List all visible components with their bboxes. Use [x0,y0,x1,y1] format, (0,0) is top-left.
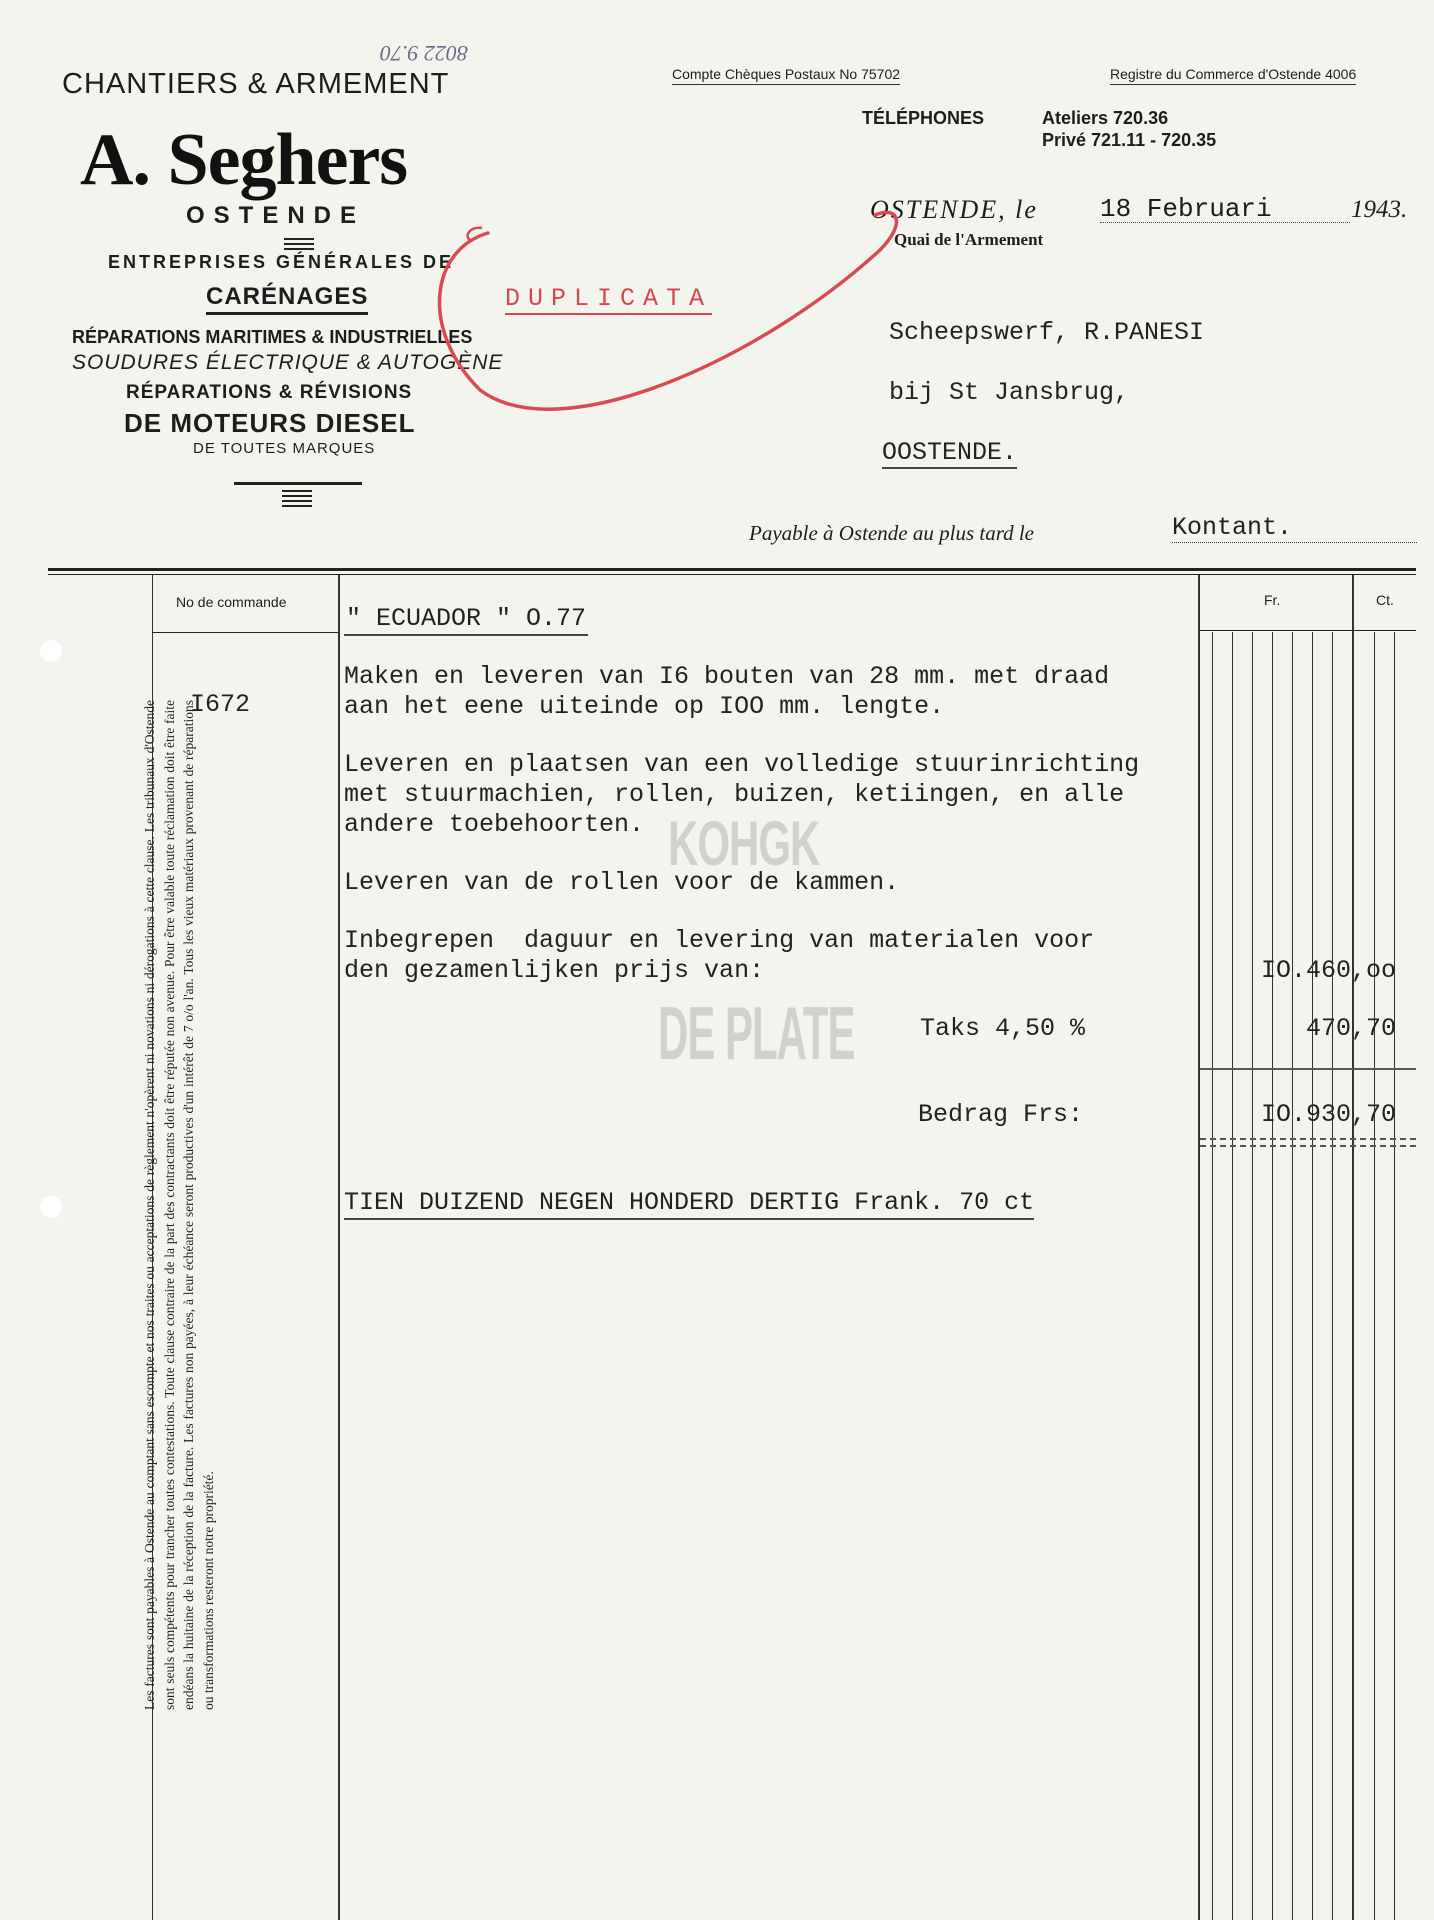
item2-line1: Leveren en plaatsen van een volledige stuurinrichting [344,750,1140,779]
item1-line1: Maken en leveren van I6 bouten van 28 mm. met draad [344,662,1110,691]
amount-guide [1252,632,1253,1920]
column-rule [1352,575,1354,1920]
recipient-line2: bij St Jansbrug, [889,378,1130,407]
firm-name: A. Seghers [80,119,408,201]
total-double-rule [1200,1145,1416,1148]
amount-guide [1332,632,1333,1920]
invoice-date: 18 Februari [1100,194,1272,224]
item2-line3: andere toebehoorten. [344,810,645,839]
invoice-year: 1943. [1351,196,1408,223]
phone-prive: Privé 721.11 - 720.35 [1042,130,1217,150]
price-amount: IO.460,oo [1260,956,1396,985]
recipient-line1: Scheepswerf, R.PANESI [889,318,1205,347]
column-header-cents: Ct. [1376,592,1394,608]
phone-ateliers: Ateliers 720.36 [1042,108,1169,128]
amount-guide [1374,632,1375,1920]
total-amount: IO.930,70 [1260,1100,1396,1129]
amount-guide [1292,632,1293,1920]
item1-line2: aan het eene uiteinde op IOO mm. lengte. [344,692,945,721]
handwritten-note: 8022 9.70 [380,41,468,66]
firm-tagline: CHANTIERS & ARMEMENT [62,68,450,100]
service-motors: DE MOTEURS DIESEL [124,408,416,438]
date-prefix: OSTENDE, le [870,195,1038,224]
punch-hole [40,1196,62,1218]
header-rule [152,632,338,633]
amount-guide [1232,632,1233,1920]
payable-label: Payable à Ostende au plus tard le [749,521,1035,545]
tax-label: Taks 4,50 % [920,1014,1086,1043]
amount-guide [1312,632,1313,1920]
service-revisions: RÉPARATIONS & RÉVISIONS [126,382,413,403]
order-number: I672 [190,690,251,719]
vessel-name: " ECUADOR " O.77 [344,604,588,636]
table-top-rule [48,574,1416,575]
service-repairs: RÉPARATIONS MARITIMES & INDUSTRIELLES [72,327,473,347]
phones-label: TÉLÉPHONES [862,108,985,128]
service-carenages: CARÉNAGES [206,283,368,315]
total-in-words: TIEN DUIZEND NEGEN HONDERD DERTIG Frank. 70 ct [344,1188,1034,1220]
sum-rule [1200,1068,1416,1070]
item2-line2: met stuurmachien, rollen, buizen, ketiingen, en alle [344,780,1125,809]
total-label: Bedrag Frs: [918,1100,1084,1129]
amount-guide [1272,632,1273,1920]
service-brands: DE TOUTES MARQUES [193,440,376,457]
duplicata-stamp: DUPLICATA [505,284,713,313]
item4-line1: Inbegrepen daguur en levering van materialen voor [344,926,1095,955]
postal-account: Compte Chèques Postaux No 75702 [672,66,900,85]
table-top-rule [48,568,1416,571]
watermark-line1: KOHGK [668,808,820,879]
column-header-order: No de commande [176,594,287,610]
amount-guide [1394,632,1395,1920]
service-welding: SOUDURES ÉLECTRIQUE & AUTOGÈNE [72,351,504,374]
column-rule [338,575,340,1920]
watermark-line2: DE PLATE [658,990,855,1076]
firm-address: Quai de l'Armement [894,230,1044,249]
item3: Leveren van de rollen voor de kammen. [344,868,900,897]
header-rule [1200,630,1416,631]
total-double-rule [1200,1138,1416,1141]
payable-terms: Kontant. [1172,513,1417,543]
item4-line2: den gezamenlijken prijs van: [344,956,765,985]
column-header-francs: Fr. [1264,592,1281,608]
punch-hole [40,640,62,662]
firm-city: OSTENDE [186,202,366,229]
column-rule [1198,575,1200,1920]
tax-amount: 470,70 [1305,1014,1396,1043]
service-enterprises: ENTREPRISES GÉNÉRALES DE [108,252,455,272]
recipient-line3: OOSTENDE. [882,438,1018,467]
commerce-registry: Registre du Commerce d'Ostende 4006 [1110,66,1356,85]
payment-conditions: Les factures sont payables à Ostende au comptant sans escompte et nos traites ou acceptations de règlement n'opèrent ni novations ni dérogations à cette clause. Les tribunaux d'Ostende sont seuls compétents pour trancher toutes contestations. Toute clause contraire de la part des contractants doit être réputée non avenue. Pour être valable toute réclamation doit être faite endéans la huitaine de la réception de la facture. Les factures non payées, à leur échéance seront productives d'un intérêt de 7 o/o l'an. Tous les vieux matériaux provenant de réparations ou transformations resteront notre propriété. [142,700,216,1710]
amount-guide [1212,632,1213,1920]
